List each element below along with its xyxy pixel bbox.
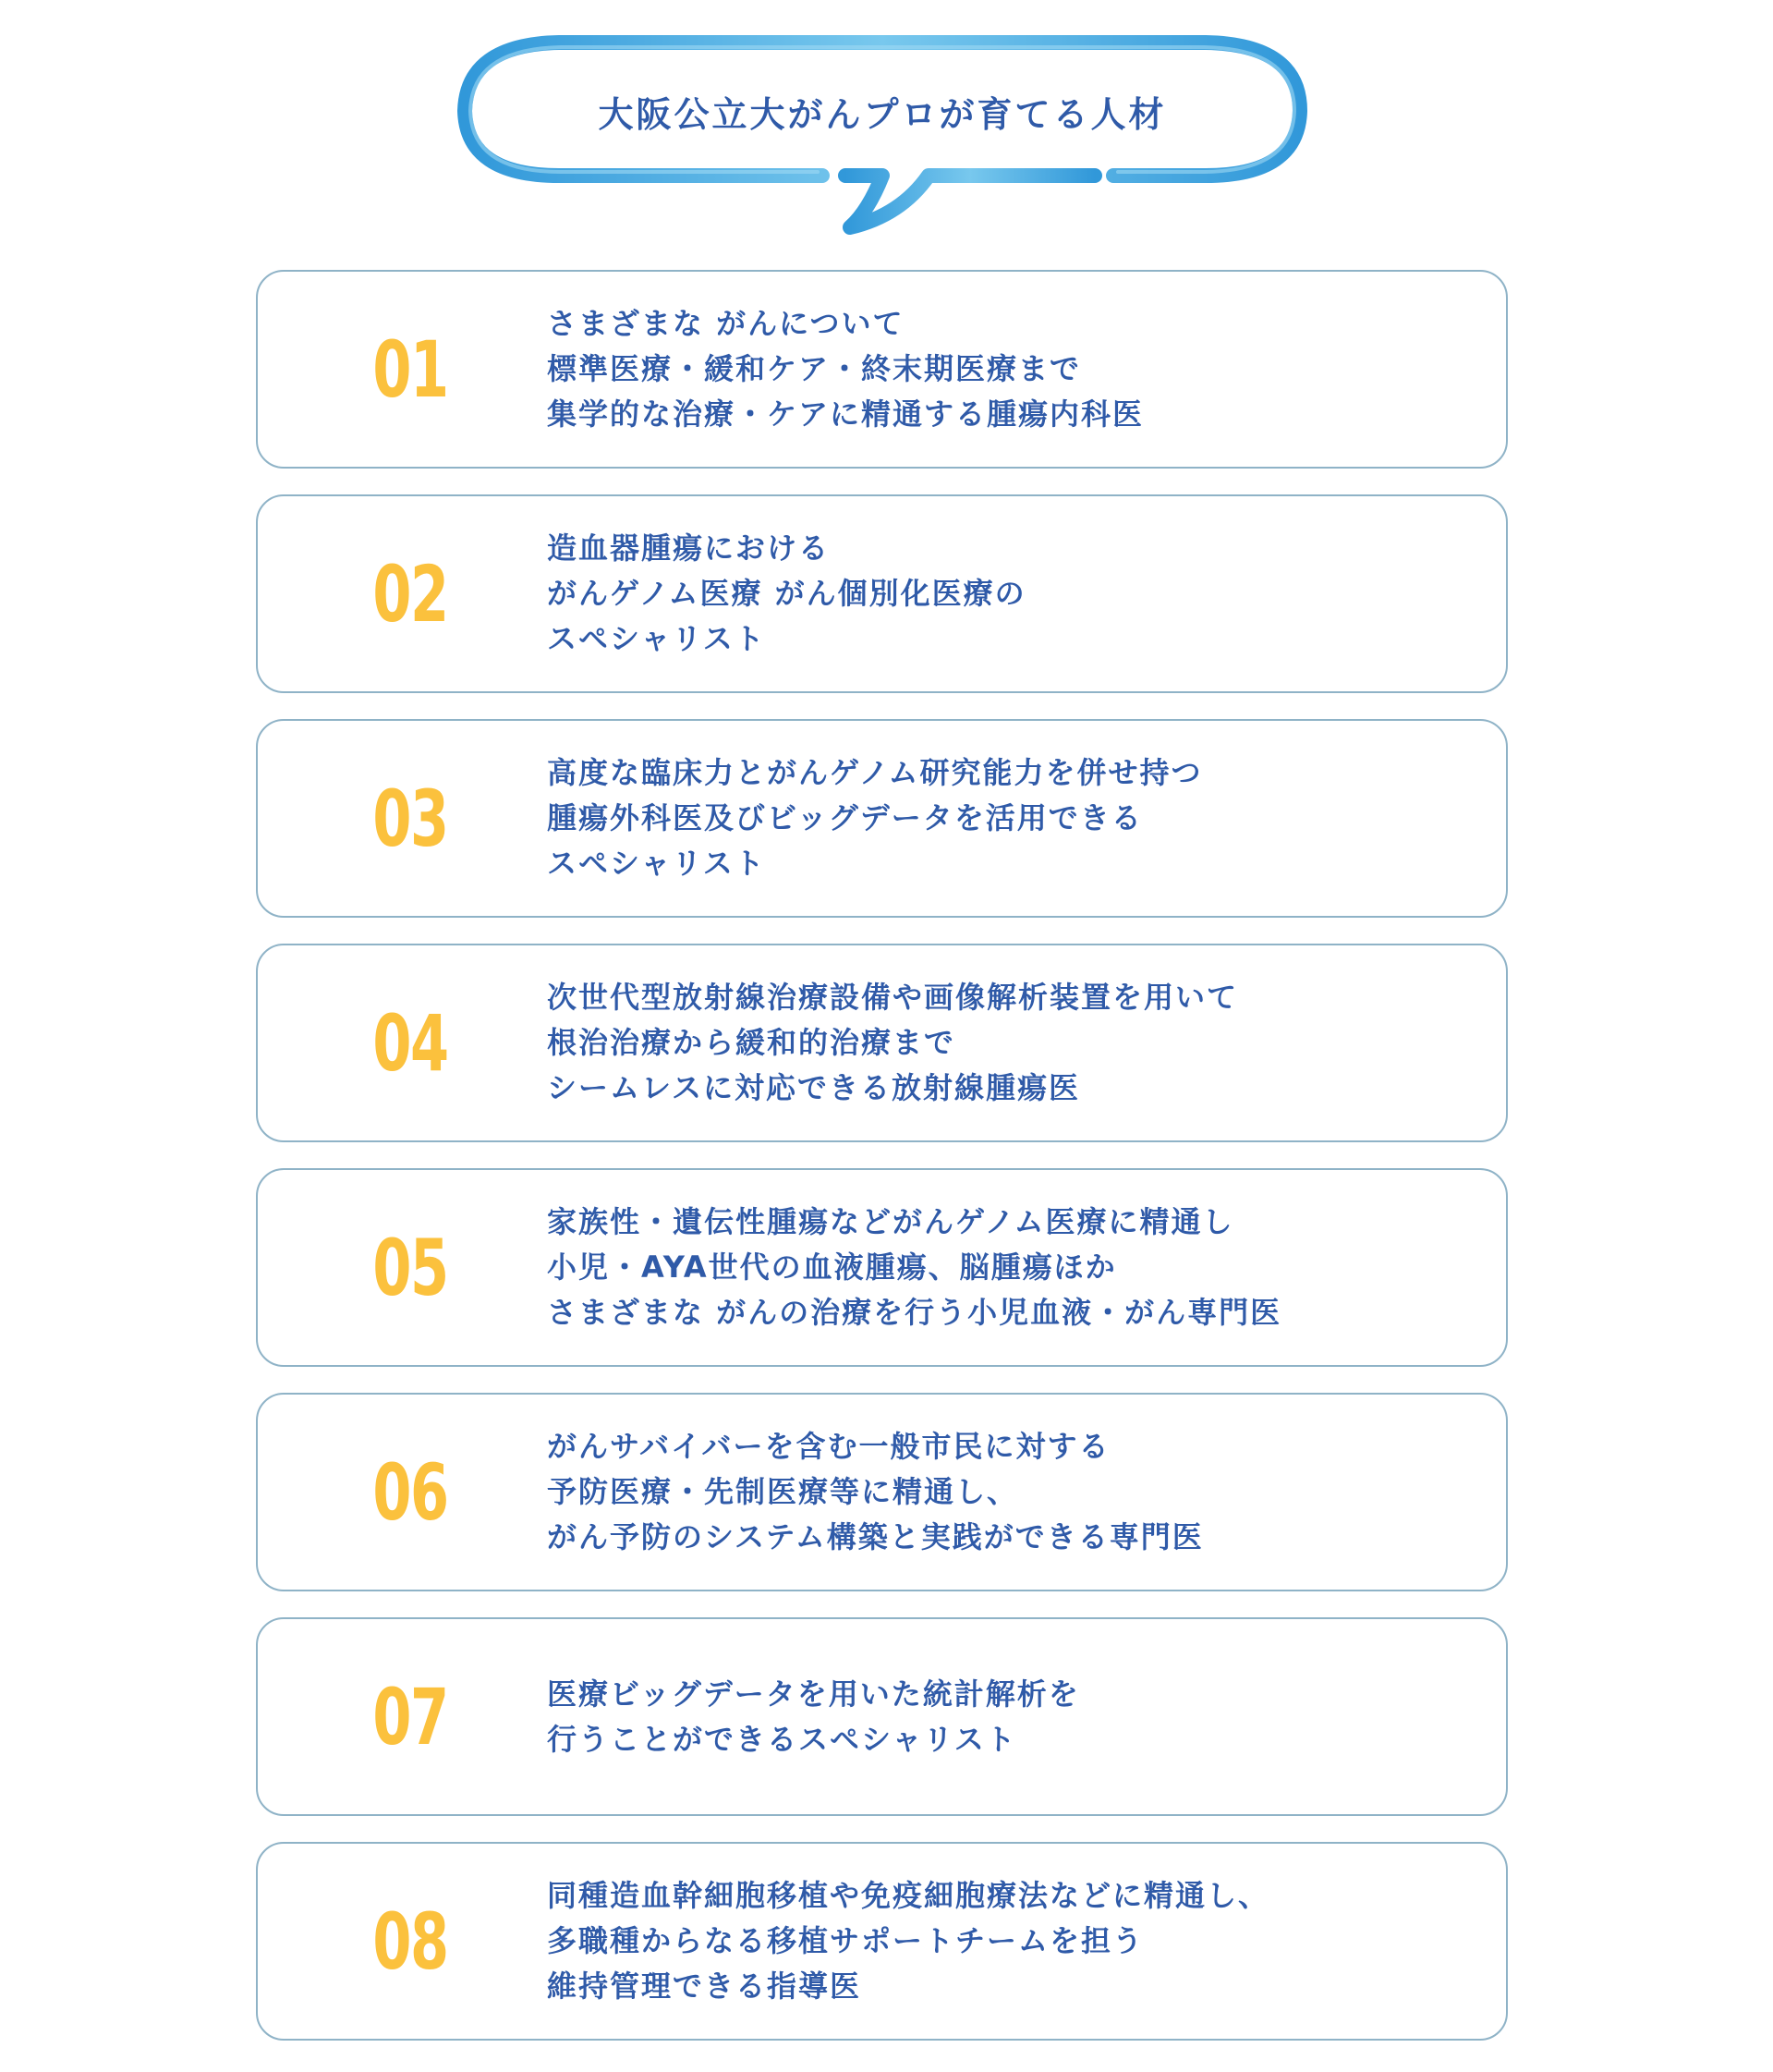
- item-description: [547, 945, 1489, 1140]
- list-item: [256, 719, 1508, 918]
- item-line: 造血器腫瘍における: [547, 530, 831, 566]
- item-line: 家族性・遺伝性腫瘍などがんゲノム医療に精通し: [547, 1204, 1234, 1239]
- item-number: 08: [372, 1895, 448, 1987]
- item-description: [547, 496, 1489, 691]
- list-item: [256, 1617, 1508, 1816]
- item-line: 同種造血幹細胞移植や免疫細胞療法などに精通し、: [547, 1878, 1270, 1913]
- talent-list: [256, 270, 1508, 2066]
- item-line: スペシャリスト: [547, 621, 766, 656]
- item-line: シームレスに対応できる放射線腫瘍医: [547, 1070, 1081, 1105]
- item-line: がんサバイバーを含む一般市民に対する: [547, 1429, 1111, 1464]
- item-line: 次世代型放射線治療設備や画像解析装置を用いて: [547, 980, 1239, 1015]
- list-item: [256, 270, 1508, 469]
- item-line: 高度な臨床力とがんゲノム研究能力を併せ持つ: [547, 755, 1203, 790]
- item-number: 07: [372, 1671, 448, 1762]
- item-number: 03: [372, 773, 448, 864]
- item-line: 小児・AYA世代の血液腫瘍、脳腫瘍ほか: [547, 1249, 1117, 1285]
- item-line: さまざまな がんについて: [547, 306, 905, 341]
- item-description: [547, 1619, 1489, 1814]
- item-line: 標準医療・緩和ケア・終末期医療まで: [547, 351, 1082, 386]
- page-title: 大阪公立大がんプロが育てる人材: [598, 94, 1167, 135]
- item-line: 根治治療から緩和的治療まで: [547, 1025, 956, 1060]
- item-line: がん予防のシステム構築と実践ができる専門医: [547, 1519, 1204, 1554]
- item-line: 医療ビッグデータを用いた統計解析を: [547, 1676, 1080, 1712]
- list-item: [256, 1842, 1508, 2041]
- item-number: 02: [372, 548, 448, 640]
- item-description: [547, 1170, 1489, 1365]
- item-line: スペシャリスト: [547, 846, 766, 881]
- item-line: 維持管理できる指導医: [547, 1968, 862, 2004]
- item-description: [547, 272, 1489, 467]
- item-description: [547, 721, 1489, 916]
- list-item: [256, 1393, 1508, 1591]
- item-line: 腫瘍外科医及びビッグデータを活用できる: [547, 800, 1143, 835]
- list-item: [256, 1168, 1508, 1367]
- item-number: 05: [372, 1222, 448, 1313]
- item-number: 04: [372, 997, 448, 1089]
- item-line: さまざまな がんの治療を行う小児血液・がん専門医: [547, 1295, 1282, 1330]
- item-description: [547, 1395, 1489, 1590]
- item-line: がんゲノム医療 がん個別化医療の: [547, 576, 1026, 611]
- list-item: [256, 944, 1508, 1142]
- item-line: 集学的な治療・ケアに精通する腫瘍内科医: [547, 396, 1145, 432]
- item-line: 行うことができるスペシャリスト: [547, 1721, 1017, 1757]
- speech-bubble: [448, 26, 1317, 237]
- item-line: 多職種からなる移植サポートチームを担う: [547, 1923, 1145, 1958]
- item-line: 予防医療・先制医療等に精通し、: [547, 1474, 1019, 1509]
- item-number: 06: [372, 1446, 448, 1538]
- list-item: [256, 494, 1508, 693]
- item-description: [547, 1844, 1489, 2039]
- item-number: 01: [372, 323, 448, 415]
